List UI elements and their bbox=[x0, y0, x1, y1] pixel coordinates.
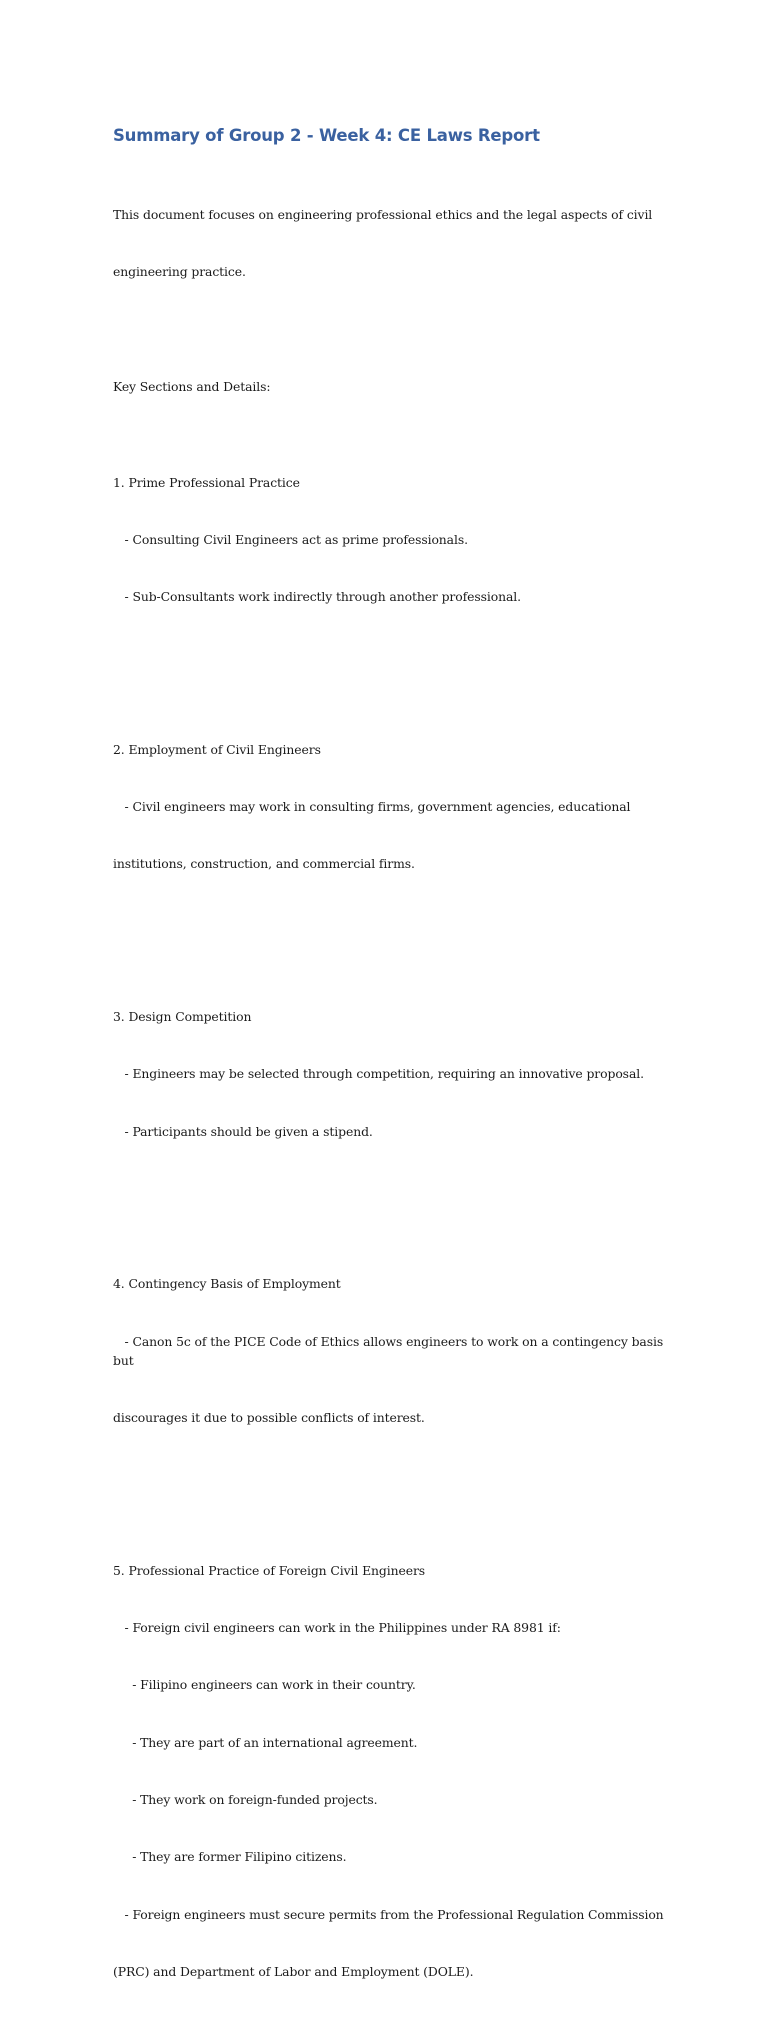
section-line: - They are former Filipino citizens. bbox=[113, 1849, 347, 1865]
section-line: - Foreign civil engineers can work in the Philippines under RA 8981 if: bbox=[113, 1620, 561, 1636]
section-line: - Canon 5c of the PICE Code of Ethics allows engineers to work on a contingency basis but bbox=[113, 1333, 667, 1368]
intro-line: This document focuses on engineering professional ethics and the legal aspects of civil bbox=[113, 207, 653, 223]
section-line: - Sub-Consultants work indirectly through another professional. bbox=[113, 589, 521, 605]
section-line: - Participants should be given a stipend. bbox=[113, 1123, 373, 1139]
section-line: - Filipino engineers can work in their country. bbox=[113, 1677, 416, 1693]
section-line: - Consulting Civil Engineers act as prime professionals. bbox=[113, 531, 468, 547]
section-line: - They work on foreign-funded projects. bbox=[113, 1791, 378, 1807]
section-heading: 3. Design Competition bbox=[113, 1009, 252, 1025]
section-line: discourages it due to possible conflicts of interest. bbox=[113, 1410, 425, 1426]
spacer bbox=[113, 320, 673, 339]
document-page bbox=[113, 124, 673, 2019]
key-sections-heading: Key Sections and Details: bbox=[113, 379, 271, 395]
section-line: - Civil engineers may work in consulting firms, government agencies, educational bbox=[113, 799, 631, 815]
section-line: - They are part of an international agreement. bbox=[113, 1734, 418, 1750]
spacer bbox=[113, 912, 673, 931]
section-line: institutions, construction, and commercial firms. bbox=[113, 856, 415, 872]
intro-line: engineering practice. bbox=[113, 264, 246, 280]
section-heading: 4. Contingency Basis of Employment bbox=[113, 1276, 341, 1292]
section-line: (PRC) and Department of Labor and Employment (DOLE). bbox=[113, 1963, 474, 1979]
section-heading: 2. Employment of Civil Engineers bbox=[113, 741, 321, 757]
section-heading: 5. Professional Practice of Foreign Civil Engineers bbox=[113, 1562, 426, 1578]
document-title: Summary of Group 2 - Week 4: CE Laws Report bbox=[113, 126, 540, 145]
spacer bbox=[113, 644, 673, 663]
document-body bbox=[113, 167, 673, 2019]
section-heading: 1. Prime Professional Practice bbox=[113, 474, 300, 490]
spacer bbox=[113, 1465, 673, 1484]
section-line: - Engineers may be selected through competition, requiring an innovative proposal. bbox=[113, 1066, 644, 1082]
spacer bbox=[113, 1179, 673, 1198]
section-line: - Foreign engineers must secure permits from the Professional Regulation Commission bbox=[113, 1906, 664, 1922]
